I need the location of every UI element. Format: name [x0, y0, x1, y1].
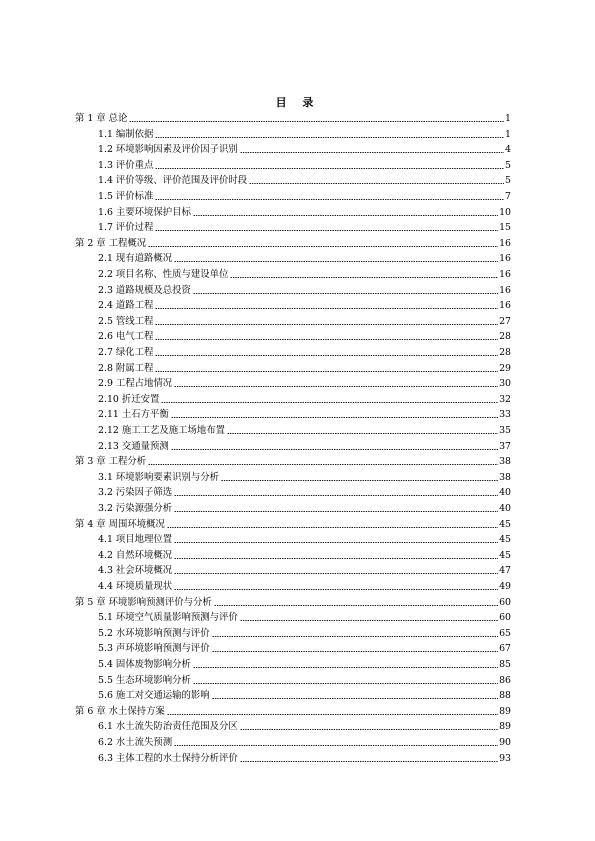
toc-page-number: 40	[499, 503, 511, 514]
toc-page-number: 16	[499, 253, 511, 265]
toc-page-number: 37	[499, 440, 511, 452]
toc-entry-label: 2.3 道路规模及总投资	[98, 284, 191, 296]
toc-entry-label: 4.3 社会环境概况	[98, 565, 173, 577]
toc-page-number: 4	[505, 144, 511, 156]
toc-section-entry[interactable]	[98, 627, 511, 641]
toc-page-number: 30	[499, 378, 511, 390]
dot-leader	[174, 557, 498, 560]
dot-leader	[212, 635, 498, 638]
toc-section-entry[interactable]	[98, 190, 511, 204]
toc-entry-label: 第 5 章 环境影响预测评价与分析	[75, 596, 212, 608]
toc-page-number: 10	[499, 206, 511, 218]
dot-leader	[155, 167, 504, 170]
toc-entry-label: 3.2 污染源强分析	[98, 503, 173, 514]
toc-section-entry[interactable]	[98, 330, 511, 344]
toc-section-entry[interactable]	[98, 206, 511, 220]
dot-leader	[193, 292, 498, 295]
toc-page-number: 65	[499, 627, 511, 639]
toc-entry-label: 1.5 评价标准	[98, 191, 154, 202]
toc-entry-label: 2.9 工程占地情况	[98, 378, 173, 390]
toc-entry-label: 1.2 环境影响因素及评价因子识别	[98, 144, 238, 156]
dot-leader	[174, 385, 498, 388]
toc-page-number: 67	[499, 643, 511, 655]
toc-entry-label: 6.2 水土流失预测	[98, 737, 173, 748]
toc-section-entry[interactable]	[98, 159, 511, 173]
toc-page-number: 28	[499, 347, 511, 358]
toc-page-number: 90	[499, 737, 511, 748]
toc-entry-label: 1.4 评价等级、评价范围及评价时段	[98, 175, 248, 187]
toc-chapter-entry[interactable]	[75, 705, 511, 719]
toc-section-entry[interactable]	[98, 580, 511, 594]
toc-page-number: 5	[505, 175, 511, 187]
dot-leader	[155, 136, 504, 139]
toc-page-number: 27	[499, 315, 511, 327]
toc-page-number: 16	[499, 237, 511, 249]
toc-entry-label: 3.2 污染因子筛选	[98, 487, 173, 499]
toc-page-number: 15	[499, 222, 511, 234]
toc-section-entry[interactable]	[98, 752, 511, 766]
toc-section-entry[interactable]	[98, 424, 511, 438]
toc-section-entry[interactable]	[98, 736, 511, 750]
toc-section-entry[interactable]	[98, 268, 511, 282]
toc-page-number: 93	[499, 752, 511, 764]
toc-section-entry[interactable]	[98, 533, 511, 547]
dot-leader	[155, 229, 498, 232]
toc-entry-label: 2.5 管线工程	[98, 315, 154, 327]
toc-entry-label: 2.6 电气工程	[98, 331, 154, 343]
toc-entry-label: 第 6 章 水土保持方案	[75, 705, 165, 717]
toc-section-entry[interactable]	[98, 658, 511, 672]
toc-entry-label: 5.2 水环境影响预测与评价	[98, 627, 210, 639]
page-title: 目 录	[275, 96, 320, 109]
toc-section-entry[interactable]	[98, 689, 511, 703]
toc-entry-label: 5.3 声环境影响预测与评价	[98, 643, 210, 655]
toc-entry-label: 2.1 现有道路概况	[98, 253, 173, 265]
toc-entry-label: 2.11 土石方平衡	[98, 409, 169, 421]
toc-chapter-entry[interactable]	[75, 518, 511, 532]
dot-leader	[174, 541, 498, 544]
dot-leader	[240, 760, 498, 763]
toc-entry-label: 2.8 附属工程	[98, 362, 154, 374]
toc-entry-label: 5.4 固体废物影响分析	[98, 659, 191, 670]
dot-leader	[167, 713, 498, 716]
toc-section-entry[interactable]	[98, 393, 511, 407]
toc-page-number: 32	[499, 393, 511, 405]
toc-entry-label: 4.4 环境质量现状	[98, 581, 173, 592]
toc-section-entry[interactable]	[98, 502, 511, 516]
toc-section-entry[interactable]	[98, 471, 511, 485]
toc-entry-label: 4.1 项目地理位置	[98, 534, 173, 546]
dot-leader	[167, 526, 498, 529]
toc-section-entry[interactable]	[98, 143, 511, 157]
dot-leader	[221, 479, 498, 482]
toc-page-number: 40	[499, 487, 511, 499]
toc-page-number: 60	[499, 596, 511, 608]
dot-leader	[174, 510, 498, 513]
toc-section-entry[interactable]	[98, 221, 511, 235]
toc-page-number: 45	[499, 518, 511, 530]
toc-entry-label: 第 1 章 总论	[75, 113, 128, 124]
toc-entry-label: 5.5 生态环境影响分析	[98, 674, 191, 686]
toc-page-number: 35	[499, 425, 511, 436]
toc-chapter-entry[interactable]	[75, 455, 511, 469]
dot-leader	[249, 182, 504, 185]
toc-entry-label: 2.2 项目名称、性质与建设单位	[98, 269, 229, 280]
dot-leader	[174, 572, 498, 575]
dot-leader	[129, 120, 504, 123]
toc-section-entry[interactable]	[98, 720, 511, 734]
toc-entry-label: 2.13 交通量预测	[98, 440, 169, 452]
dot-leader	[193, 666, 498, 669]
toc-page-number: 16	[499, 284, 511, 296]
dot-leader	[230, 276, 498, 279]
toc-section-entry[interactable]	[98, 549, 511, 563]
toc-entry-label: 4.2 自然环境概况	[98, 549, 173, 561]
toc-section-entry[interactable]	[98, 377, 511, 391]
dot-leader	[148, 245, 498, 248]
dot-leader	[193, 214, 498, 217]
toc-section-entry[interactable]	[98, 674, 511, 688]
toc-section-entry[interactable]	[98, 174, 511, 188]
toc-section-entry[interactable]	[98, 611, 511, 625]
dot-leader	[155, 307, 498, 310]
dot-leader	[161, 401, 498, 404]
dot-leader	[155, 338, 498, 341]
toc-entry-label: 3.1 环境影响要素识别与分析	[98, 471, 220, 483]
dot-leader	[212, 697, 498, 700]
toc-page-number: 86	[499, 674, 511, 686]
toc-section-entry[interactable]	[98, 128, 511, 142]
dot-leader	[193, 682, 498, 685]
toc-page-number: 47	[499, 565, 511, 577]
dot-leader	[174, 744, 498, 747]
dot-leader	[214, 604, 498, 607]
toc-section-entry[interactable]	[98, 284, 511, 298]
toc-page-number: 29	[499, 362, 511, 374]
toc-section-entry[interactable]	[98, 315, 511, 329]
toc-page-number: 88	[499, 690, 511, 702]
dot-leader	[155, 198, 504, 201]
toc-page-number: 45	[499, 534, 511, 546]
toc-page-number: 7	[505, 191, 511, 202]
toc-page-number: 16	[499, 300, 511, 312]
toc-page-number: 28	[499, 331, 511, 343]
toc-page-number: 38	[499, 456, 511, 468]
dot-leader	[174, 260, 498, 263]
dot-leader	[227, 432, 498, 435]
dot-leader	[155, 370, 498, 373]
toc-section-entry[interactable]	[98, 346, 511, 360]
toc-entry-label: 1.1 编制依据	[98, 128, 154, 140]
dot-leader	[240, 619, 498, 622]
toc-entry-label: 2.12 施工工艺及施工场地布置	[98, 425, 225, 436]
dot-leader	[240, 728, 498, 731]
dot-leader	[155, 323, 498, 326]
toc-entry-label: 2.7 绿化工程	[98, 347, 154, 358]
toc-entry-label: 1.3 评价重点	[98, 159, 154, 171]
toc-entry-label: 5.6 施工对交通运输的影响	[98, 690, 210, 702]
toc-section-entry[interactable]	[98, 252, 511, 266]
dot-leader	[155, 354, 498, 357]
toc-entry-label: 第 3 章 工程分析	[75, 456, 147, 468]
toc-section-entry[interactable]	[98, 408, 511, 422]
toc-page-number: 49	[499, 581, 511, 592]
toc-section-entry[interactable]	[98, 486, 511, 500]
dot-leader	[212, 650, 498, 653]
toc-entry-label: 2.10 折迁安置	[98, 393, 160, 405]
toc-entry-label: 2.4 道路工程	[98, 300, 154, 312]
toc-section-entry[interactable]	[98, 642, 511, 656]
toc-section-entry[interactable]	[98, 299, 511, 313]
toc-entry-label: 6.1 水土流失防治责任范围及分区	[98, 721, 238, 733]
toc-page-number: 38	[499, 471, 511, 483]
dot-leader	[148, 463, 498, 466]
toc-page-number: 89	[499, 705, 511, 717]
toc-chapter-entry[interactable]	[75, 112, 511, 126]
toc-page-number: 60	[499, 612, 511, 624]
toc-page-number: 33	[499, 409, 511, 421]
toc-chapter-entry[interactable]	[75, 596, 511, 610]
toc-page-number: 1	[505, 113, 511, 124]
toc-chapter-entry[interactable]	[75, 237, 511, 251]
dot-leader	[240, 151, 504, 154]
toc-page-number: 45	[499, 549, 511, 561]
toc-section-entry[interactable]	[98, 440, 511, 454]
dot-leader	[174, 494, 498, 497]
toc-page-number: 16	[499, 269, 511, 280]
toc-entry-label: 第 2 章 工程概况	[75, 237, 147, 249]
toc-entry-label: 6.3 主体工程的水土保持分析评价	[98, 752, 238, 764]
toc-entry-label: 1.7 评价过程	[98, 222, 154, 234]
dot-leader	[174, 588, 498, 591]
toc-page-number: 85	[499, 659, 511, 670]
toc-entry-label: 5.1 环境空气质量影响预测与评价	[98, 612, 238, 624]
toc-entry-label: 第 4 章 周围环境概况	[75, 518, 165, 530]
dot-leader	[171, 448, 498, 451]
toc-section-entry[interactable]	[98, 564, 511, 578]
toc-page-number: 89	[499, 721, 511, 733]
toc-page-number: 1	[505, 128, 511, 140]
toc-page-number: 5	[505, 159, 511, 171]
toc-section-entry[interactable]	[98, 362, 511, 376]
dot-leader	[171, 416, 498, 419]
toc-entry-label: 1.6 主要环境保护目标	[98, 206, 191, 218]
